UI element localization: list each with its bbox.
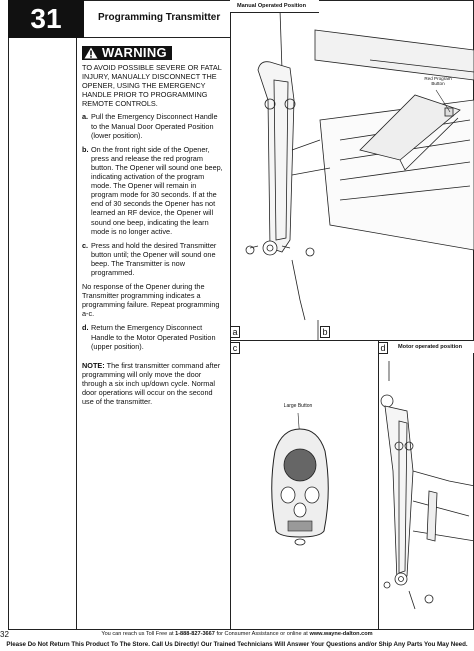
note-label: NOTE:	[82, 360, 105, 370]
opener-motor-illustration	[379, 341, 474, 631]
contact-prefix: You can reach us Toll Free at	[101, 631, 174, 637]
figure-d-panel	[378, 340, 474, 630]
step-text: On the front right side of the Opener, press and release the red program button. The Opener will sound one beep, indicating activation of the program mode. The Opener will remain in program mode for 30 seconds. If at the end of 30 seconds the Opener has not learned an RF device, the Opener will sound one beep, indicating the learn mode is no longer active.	[91, 144, 223, 236]
contact-middle: for Consumer Assistance or online at	[216, 631, 308, 637]
figure-c-panel	[230, 340, 378, 630]
title-divider	[84, 37, 230, 38]
step-key: a.	[82, 112, 89, 122]
figure-c-letter: c	[230, 342, 240, 354]
instructions-column	[82, 46, 224, 411]
step-key: d.	[82, 323, 89, 333]
step-key: c.	[82, 240, 89, 250]
large-button-callout: Large Button	[283, 403, 313, 409]
return-notice: Please Do Not Return This Product To The Store. Call Us Directly! Our Trained Technicians Will Answer Your Questions and/or Ship Any Parts You May Need.	[6, 641, 468, 648]
section-number-badge: 31	[8, 0, 84, 38]
figure-a-header: Manual Operated Position	[230, 0, 319, 13]
warning-banner	[82, 46, 172, 60]
step-text: Pull the Emergency Disconnect Handle to the Manual Door Operated Position (lower position).	[91, 112, 218, 140]
step-text: Press and hold the desired Transmitter button until; the Opener will sound one beep. The Transmitter is now programmed.	[91, 240, 217, 277]
section-title: Programming Transmitter	[98, 12, 221, 23]
phone-number: 1-888-827-3667	[175, 631, 215, 637]
note-text: The first transmitter command after programming will only move the door through a six inch up/down cycle. Normal door operations will occur on the second use of the transmitter.	[82, 360, 221, 407]
note-paragraph	[82, 361, 224, 406]
step-a	[82, 112, 224, 139]
step-key: b.	[82, 144, 89, 154]
warning-text: TO AVOID POSSIBLE SEVERE OR FATAL INJURY, MANUALLY DISCONNECT THE OPENER, USING THE EMERGENCY HANDLE PRIOR TO PROGRAMMING REMOTE CONTROLS.	[82, 63, 222, 109]
warning-label: WARNING	[102, 45, 167, 61]
figure-a-letter: a	[230, 326, 240, 338]
figure-b-letter: b	[320, 326, 330, 338]
figure-d-letter: d	[378, 342, 388, 354]
red-program-button-callout: Red Program Button	[424, 76, 452, 86]
figure-d-header: Motor operated position	[391, 341, 474, 353]
margin-divider	[76, 38, 77, 630]
step-b	[82, 145, 224, 236]
step-d	[82, 323, 224, 350]
warning-triangle-icon	[84, 47, 98, 59]
failure-text: No response of the Opener during the Transmitter programming indicates a programming failure. Repeat programming a-c.	[82, 282, 220, 319]
contact-line	[0, 631, 474, 637]
website-link[interactable]: www.wayne-dalton.com	[309, 631, 373, 637]
figure-ab-panel	[230, 0, 474, 340]
large-button-icon	[284, 449, 316, 481]
step-text: Return the Emergency Disconnect Handle to the Motor Operated Position (upper position).	[91, 323, 216, 351]
page-number: 32	[0, 630, 9, 639]
transmitter-illustration	[230, 341, 378, 631]
step-c	[82, 241, 224, 277]
opener-manual-illustration	[230, 0, 474, 340]
